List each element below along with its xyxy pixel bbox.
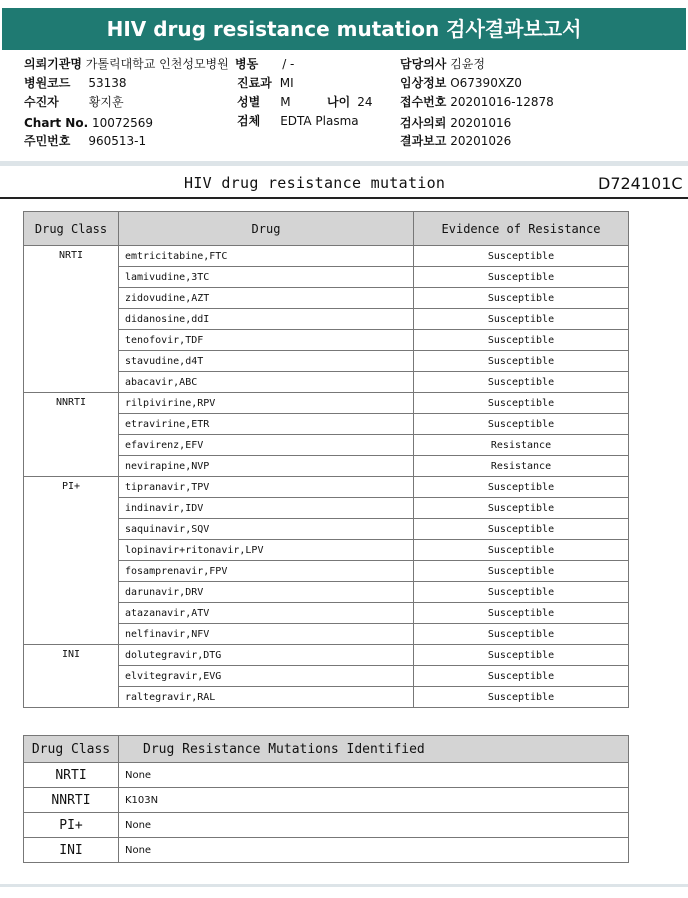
- receipt-row: [400, 94, 554, 110]
- table-row: [24, 246, 629, 267]
- evidence-cell: Susceptible: [414, 687, 629, 708]
- evidence-cell: Susceptible: [414, 477, 629, 498]
- doctor-value: 김윤정: [450, 57, 485, 71]
- patient-row: [24, 94, 124, 110]
- evidence-cell: Susceptible: [414, 330, 629, 351]
- evidence-cell: Susceptible: [414, 498, 629, 519]
- institution-label: 의뢰기관명: [24, 57, 82, 71]
- ward-value: / -: [282, 57, 295, 71]
- doctor-label: 담당의사: [400, 57, 447, 71]
- evidence-cell: Resistance: [414, 435, 629, 456]
- hospital-code-value: 53138: [88, 76, 127, 90]
- mutations-table: [23, 735, 629, 863]
- drug-cell: stavudine,d4T: [119, 351, 414, 372]
- drug-cell: fosamprenavir,FPV: [119, 561, 414, 582]
- col-header-drug: Drug: [119, 212, 414, 246]
- report-date-value: 20201026: [450, 134, 512, 148]
- receipt-label: 접수번호: [400, 95, 447, 109]
- chart-value: 10072569: [91, 116, 154, 130]
- drug-cell: rilpivirine,RPV: [119, 393, 414, 414]
- drug-class-cell: PI+: [24, 477, 119, 645]
- drug-cell: indinavir,IDV: [119, 498, 414, 519]
- evidence-cell: Resistance: [414, 456, 629, 477]
- dept-value: MI: [279, 76, 294, 90]
- clinical-row: [400, 75, 522, 91]
- report-title: HIV drug resistance mutation: [184, 174, 446, 192]
- table-row: [24, 813, 629, 838]
- institution-value: 가톨릭대학교 인천성모병원: [85, 57, 229, 71]
- drug-resistance-table: [23, 211, 629, 708]
- drug-cell: raltegravir,RAL: [119, 687, 414, 708]
- specimen-row: [237, 113, 359, 129]
- table-row: [24, 393, 629, 414]
- drug-cell: elvitegravir,EVG: [119, 666, 414, 687]
- doctor-row: [400, 56, 485, 72]
- evidence-cell: Susceptible: [414, 666, 629, 687]
- drug-cell: tenofovir,TDF: [119, 330, 414, 351]
- drug-cell: emtricitabine,FTC: [119, 246, 414, 267]
- drug-cell: darunavir,DRV: [119, 582, 414, 603]
- dept-row: [237, 75, 294, 91]
- drug-cell: didanosine,ddI: [119, 309, 414, 330]
- patient-label: 수진자: [24, 95, 59, 109]
- drug-cell: saquinavir,SQV: [119, 519, 414, 540]
- divider: [0, 161, 688, 166]
- table-row: [24, 645, 629, 666]
- ward-label: 병동: [235, 57, 259, 71]
- drug-cell: abacavir,ABC: [119, 372, 414, 393]
- sex-row: [237, 94, 291, 110]
- id-value: 960513-1: [88, 134, 147, 148]
- age-value: 24: [357, 95, 373, 109]
- drug-cell: efavirenz,EFV: [119, 435, 414, 456]
- table-row: [24, 788, 629, 813]
- specimen-label: 검체: [237, 114, 261, 128]
- chart-label: Chart No.: [24, 116, 89, 130]
- evidence-cell: Susceptible: [414, 645, 629, 666]
- request-row: [400, 115, 511, 131]
- drug-cell: nevirapine,NVP: [119, 456, 414, 477]
- evidence-cell: Susceptible: [414, 624, 629, 645]
- id-label: 주민번호: [24, 134, 71, 148]
- specimen-value: EDTA Plasma: [280, 114, 359, 128]
- hospital-code-row: [24, 75, 127, 91]
- evidence-cell: Susceptible: [414, 414, 629, 435]
- drug-cell: zidovudine,AZT: [119, 288, 414, 309]
- table-row: [24, 477, 629, 498]
- drug-cell: nelfinavir,NFV: [119, 624, 414, 645]
- evidence-cell: Susceptible: [414, 309, 629, 330]
- receipt-value: 20201016-12878: [450, 95, 554, 109]
- drug-cell: etravirine,ETR: [119, 414, 414, 435]
- report-date-label: 결과보고: [400, 134, 447, 148]
- evidence-cell: Susceptible: [414, 540, 629, 561]
- drug-cell: lopinavir+ritonavir,LPV: [119, 540, 414, 561]
- evidence-cell: Susceptible: [414, 582, 629, 603]
- drug-cell: dolutegravir,DTG: [119, 645, 414, 666]
- drug-cell: tipranavir,TPV: [119, 477, 414, 498]
- drug-class-cell: PI+: [24, 813, 119, 838]
- report-date-row: [400, 133, 511, 149]
- report-code: D724101C: [598, 174, 683, 193]
- hospital-code-label: 병원코드: [24, 76, 71, 90]
- chart-row: [24, 115, 153, 131]
- patient-value: 황지훈: [88, 95, 124, 109]
- evidence-cell: Susceptible: [414, 351, 629, 372]
- evidence-cell: Susceptible: [414, 267, 629, 288]
- divider: [0, 197, 688, 199]
- age-row: [327, 94, 372, 110]
- evidence-cell: Susceptible: [414, 288, 629, 309]
- report-header-title: HIV drug resistance mutation 검사결과보고서: [2, 8, 686, 50]
- id-row: [24, 133, 146, 149]
- dept-label: 진료과: [237, 76, 272, 90]
- clinical-label: 임상정보: [400, 76, 447, 90]
- col-header-drug-class: Drug Class: [24, 736, 119, 763]
- table-row: [24, 838, 629, 863]
- drug-class-cell: NNRTI: [24, 393, 119, 477]
- drug-class-cell: INI: [24, 838, 119, 863]
- evidence-cell: Susceptible: [414, 393, 629, 414]
- drug-cell: atazanavir,ATV: [119, 603, 414, 624]
- col-header-mutations: Drug Resistance Mutations Identified: [119, 736, 629, 763]
- drug-class-cell: NRTI: [24, 763, 119, 788]
- ward-row: [235, 56, 294, 72]
- drug-class-cell: NRTI: [24, 246, 119, 393]
- sex-label: 성별: [237, 95, 261, 109]
- table-row: [24, 763, 629, 788]
- col-header-evidence: Evidence of Resistance: [414, 212, 629, 246]
- request-label: 검사의뢰: [400, 116, 447, 130]
- mutations-cell: K103N: [119, 788, 629, 813]
- col-header-drug-class: Drug Class: [24, 212, 119, 246]
- sex-value: M: [280, 95, 291, 109]
- evidence-cell: Susceptible: [414, 561, 629, 582]
- drug-cell: lamivudine,3TC: [119, 267, 414, 288]
- evidence-cell: Susceptible: [414, 603, 629, 624]
- evidence-cell: Susceptible: [414, 246, 629, 267]
- footer-divider: [0, 884, 688, 887]
- evidence-cell: Susceptible: [414, 519, 629, 540]
- drug-class-cell: NNRTI: [24, 788, 119, 813]
- age-label: 나이: [327, 95, 351, 109]
- institution-row: [24, 56, 229, 72]
- mutations-cell: None: [119, 813, 629, 838]
- clinical-value: O67390XZ0: [450, 76, 522, 90]
- mutations-cell: None: [119, 838, 629, 863]
- mutations-cell: None: [119, 763, 629, 788]
- drug-class-cell: INI: [24, 645, 119, 708]
- evidence-cell: Susceptible: [414, 372, 629, 393]
- request-value: 20201016: [450, 116, 512, 130]
